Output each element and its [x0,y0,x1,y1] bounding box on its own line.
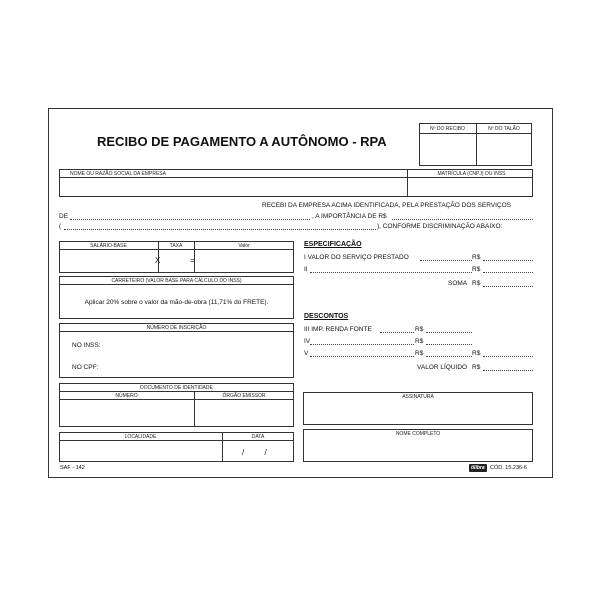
form-code-right: CÓD. 15.236-6 [490,465,527,471]
form-code-left: SAF - 142 [60,465,85,471]
item-v-currency: R$ [415,350,424,357]
carreteiro-header-line [59,284,294,285]
item-iv-field[interactable] [426,344,472,345]
declaration-line1: RECEBI DA EMPRESA ACIMA IDENTIFICADA, PELA PRESTAÇÃO DOS SERVIÇOS [262,202,511,209]
registration-header-line [59,331,294,332]
service-value-currency: R$ [472,254,481,261]
identity-subheader-line [59,399,294,400]
service-description-field[interactable] [70,219,310,220]
declaration-line3: ), CONFORME DISCRIMINAÇÃO ABAIXO: [377,223,503,230]
declaration-amount: , A IMPORTÂNCIA DE R$ [312,213,387,220]
locality-header-line [59,440,294,441]
calculation-header-line [59,249,294,250]
equals-symbol: = [190,256,195,265]
date-label: DATA [251,434,265,440]
locality-label: LOCALIDADE [124,434,157,440]
form-title: RECIBO DE PAGAMENTO A AUTÔNOMO - RPA [97,134,387,149]
item-ii-field[interactable] [483,272,533,273]
company-split [407,169,408,197]
discounts-title: DESCONTOS [304,313,349,320]
net-value-label: VALOR LÍQUIDO [417,364,468,371]
registration-label: MATRÍCULA (CNPJ) OU INSS [437,171,506,177]
value-label: Valor [238,243,250,249]
net-value-currency: R$ [472,364,481,371]
carreteiro-label: CARRETEIRO (VALOR BASE PARA CÁLCULO DO INSS) [111,278,242,284]
inss-label: NO INSS: [72,342,101,349]
income-tax-field[interactable] [426,332,472,333]
company-name-label: NOME OU RAZÃO SOCIAL DA EMPRESA [70,171,166,177]
service-value-field[interactable] [483,260,533,261]
carreteiro-text: Aplicar 20% sobre o valor da mão-de-obra (11,71% do FRETE). [84,299,269,306]
item-v-dots[interactable] [310,356,414,357]
item-ii-currency: R$ [472,266,481,273]
signature-label: ASSINATURA [402,394,434,400]
item-iv-dots[interactable] [310,344,414,345]
roman-iv: IV [304,338,311,345]
identity-document-label: DOCUMENTO DE IDENTIDADE [140,385,213,391]
net-value-field[interactable] [483,370,533,371]
item-ii-dots[interactable] [310,272,472,273]
number-label: NÚMERO [115,393,138,399]
service-value-label: I VALOR DO SERVIÇO PRESTADO [304,254,409,261]
company-header-line [59,177,533,178]
multiply-symbol: X [155,256,161,265]
income-tax-label: III IMP. RENDA FONTE [304,326,372,333]
sum-field[interactable] [483,286,533,287]
stub-number-label: Nº DO TALÃO [488,126,520,132]
item-v-total-field[interactable] [483,356,533,357]
amount-in-words-field[interactable] [64,229,376,230]
item-v-total-currency: R$ [472,350,481,357]
declaration-open-paren: ( [59,223,62,230]
base-salary-label: SALÁRIO-BASE [90,243,127,249]
receipt-number-label: Nº DO RECIBO [430,126,465,132]
roman-ii: II [304,266,308,273]
brand-logo: tilibra [471,465,485,471]
identity-header-line [59,391,294,392]
income-tax-dots[interactable] [380,332,414,333]
sum-currency: R$ [472,280,481,287]
sum-label: SOMA [448,280,468,287]
specification-title: ESPECIFICAÇÃO [304,241,362,248]
item-iv-currency: R$ [415,338,424,345]
issuer-label: ÓRGÃO EMISSOR [222,393,266,399]
item-v-field[interactable] [426,356,472,357]
full-name-label: NOME COMPLETO [395,431,441,437]
amount-field[interactable] [392,219,533,220]
date-separators: / / [242,448,267,457]
rate-label: TAXA [169,243,183,249]
cpf-label: NO CPF: [72,364,99,371]
declaration-de: DE [59,213,69,220]
service-value-dots[interactable] [420,260,472,261]
roman-v: V [304,350,309,357]
registration-number-label: NÚMERO DE INSCRIÇÃO [146,325,207,331]
income-tax-currency: R$ [415,326,424,333]
